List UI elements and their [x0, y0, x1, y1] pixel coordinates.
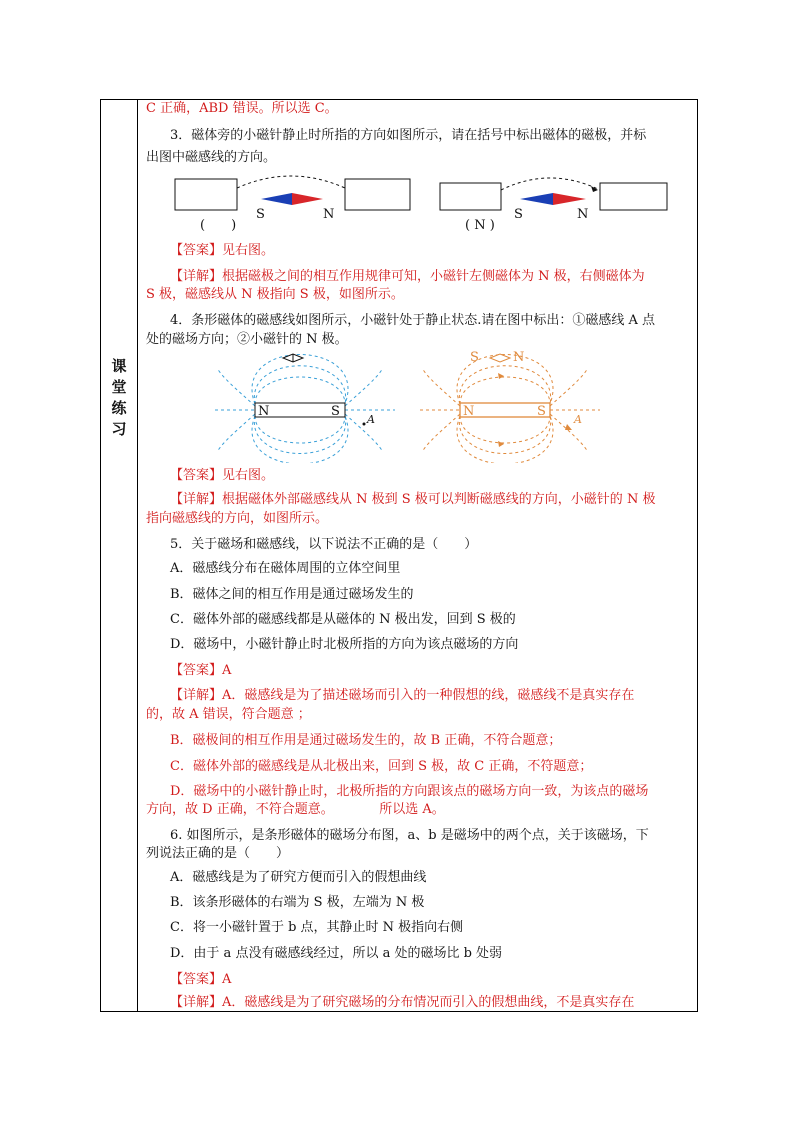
- ans-needle-n-half: [553, 193, 586, 205]
- q5-explanation-a: 【详解】A．磁感线是为了描述磁场而引入的一种假想的线，磁感线不是真实存在: [170, 688, 635, 703]
- needle-n-half: [292, 193, 323, 205]
- q5-explanation-c: C．磁体外部的磁感线是从北极出来，回到 S 极，故 C 正确，不符题意；: [170, 759, 593, 774]
- needle-s-label: S: [470, 350, 479, 365]
- q5-explanation-d-cont: 方向，故 D 正确，不符合题意。 所以选 A。: [146, 802, 445, 817]
- q3-right-n: N: [577, 207, 589, 222]
- q5-text: 5．关于磁场和磁感线，以下说法不正确的是（ ）: [170, 537, 478, 552]
- q3-left-n: N: [323, 207, 335, 222]
- q6-text-cont: 列说法正确的是（ ）: [146, 846, 290, 861]
- q4-right-s: S: [537, 404, 546, 419]
- q4-explanation-cont: 指向磁感线的方向，如图所示。: [146, 511, 329, 526]
- field-arrow-icon: [498, 441, 504, 447]
- field-arrow-icon: [591, 186, 598, 192]
- section-label: 课堂练习: [111, 357, 127, 438]
- q4-right-a: A: [574, 413, 582, 426]
- q4-explanation: 【详解】根据磁体外部磁感线从 N 极到 S 极可以判断磁感线的方向，小磁针的 N 极: [170, 492, 656, 507]
- q5-explanation-a-cont: 的，故 A 错误，符合题意 ；: [146, 707, 311, 722]
- q4-text: 4．条形磁体的磁感线如图所示，小磁针处于静止状态.请在图中标出：①磁感线 A 点: [170, 313, 656, 328]
- ans-needle-s-half: [520, 193, 553, 205]
- q3-left-blank: ( ): [200, 218, 237, 233]
- q5-option-d: D．磁场中，小磁针静止时北极所指的方向为该点磁场的方向: [170, 637, 519, 652]
- q3-text-cont: 出图中磁感线的方向。: [146, 150, 277, 165]
- answer-needle-icon: [490, 354, 510, 362]
- q4-figure: [215, 348, 400, 463]
- q3-explanation-cont: S 极，磁感线从 N 极指向 S 极，如图所示。: [146, 287, 404, 302]
- ans-magnet-left: [440, 183, 501, 210]
- q4-text-cont: 处的磁场方向；②小磁针的 N 极。: [146, 332, 348, 347]
- q5-option-b: B．磁体之间的相互作用是通过磁场发生的: [170, 587, 414, 602]
- q6-option-c: C．将一小磁针置于 b 点，其静止时 N 极指向右侧: [170, 920, 464, 935]
- q3-text: 3．磁体旁的小磁针静止时所指的方向如图所示，请在括号中标出磁体的磁极，并标: [170, 128, 647, 143]
- q6-explanation: 【详解】A．磁感线是为了研究磁场的分布情况而引入的假想曲线，不是真实存在: [170, 995, 635, 1010]
- ans-field-line-arc: [501, 178, 600, 190]
- ans-magnet-right: [600, 183, 667, 210]
- q3-explanation: 【详解】根据磁极之间的相互作用规律可知，小磁针左侧磁体为 N 极，右侧磁体为: [170, 269, 645, 284]
- q6-option-d: D．由于 a 点没有磁感线经过，所以 a 处的磁场比 b 处弱: [170, 946, 503, 961]
- q6-answer: 【答案】A: [170, 972, 232, 987]
- q3-left-s: S: [256, 207, 265, 222]
- point-a-marker: [363, 423, 366, 426]
- q6-option-a: A．磁感线是为了研究方便而引入的假想曲线: [170, 870, 427, 885]
- q3-answer: 【答案】见右图。: [170, 243, 275, 258]
- q5-answer: 【答案】A: [170, 663, 232, 678]
- q4-left-a: A: [367, 413, 375, 426]
- q4-right-n: N: [463, 404, 475, 419]
- q3-right-blank: ( N ): [465, 218, 495, 233]
- prev-answer-line: C 正确，ABD 错误。所以选 C。: [146, 101, 338, 116]
- q5-option-a: A．磁感线分布在磁体周围的立体空间里: [170, 561, 401, 576]
- section-column: [100, 99, 138, 1012]
- q5-explanation-d: D．磁场中的小磁针静止时，北极所指的方向跟该点的磁场方向一致，为该点的磁场: [170, 784, 649, 799]
- q5-explanation-b: B．磁极间的相互作用是通过磁场发生的，故 B 正确，不符合题意；: [170, 733, 562, 748]
- q4-answer: 【答案】见右图。: [170, 468, 275, 483]
- needle-s-half: [261, 193, 292, 205]
- q4-left-s: S: [331, 404, 340, 419]
- q6-text: 6. 如图所示，是条形磁体的磁场分布图，a、b 是磁场中的两个点，关于该磁场，下: [170, 828, 649, 843]
- q4-left-n: N: [258, 404, 270, 419]
- left-magnet-left: [175, 179, 237, 210]
- q3-right-s: S: [514, 207, 523, 222]
- field-arrow-icon: [498, 373, 504, 379]
- field-line-arc: [237, 176, 345, 188]
- q5-option-c: C．磁体外部的磁感线都是从磁体的 N 极出发，回到 S 极的: [170, 612, 516, 627]
- point-a-arrow-icon: [565, 424, 572, 430]
- left-magnet-right: [345, 179, 410, 210]
- q6-option-b: B．该条形磁体的右端为 S 极，左端为 N 极: [170, 895, 425, 910]
- needle-n-label: N: [513, 350, 525, 365]
